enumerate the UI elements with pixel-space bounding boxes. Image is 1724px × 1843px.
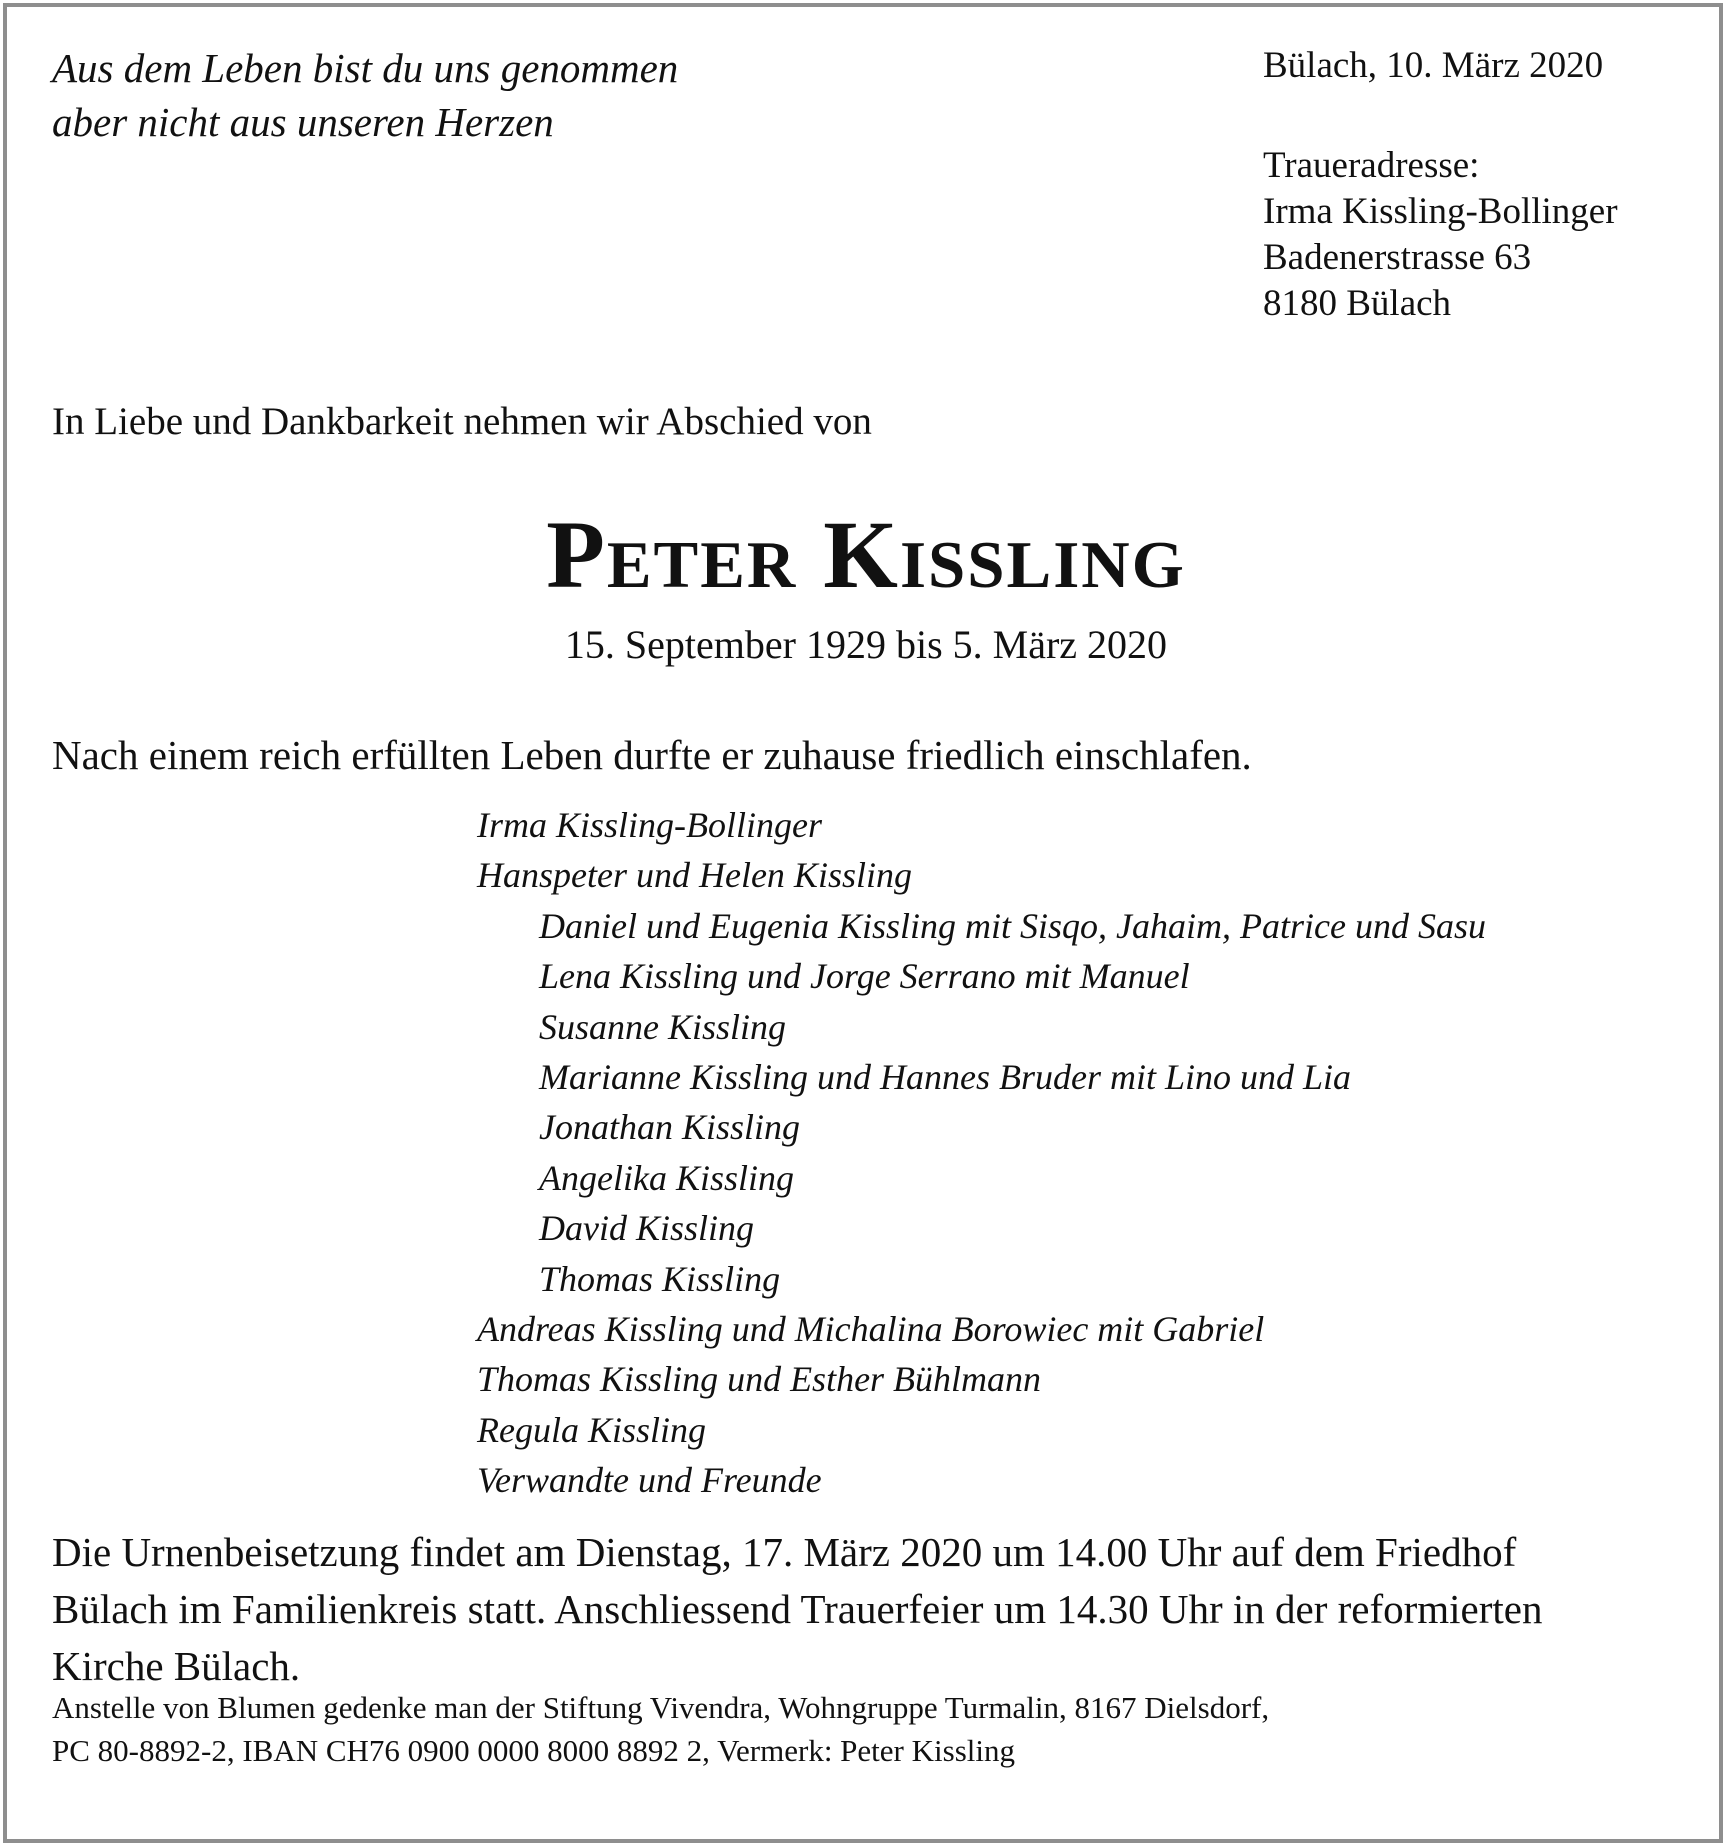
- statement-text: Nach einem reich erfüllten Leben durfte er zuhause friedlich einschlafen.: [52, 732, 1252, 778]
- address-name: Irma Kissling-Bollinger: [1263, 191, 1618, 232]
- ceremony-text: [52, 1524, 1692, 1695]
- mourner-entry: Thomas Kissling: [539, 1258, 781, 1299]
- mourner-entry: Thomas Kissling und Esther Bühlmann: [477, 1359, 1042, 1400]
- mourner-entry: Andreas Kissling und Michalina Borowiec mit Gabriel: [477, 1308, 1265, 1349]
- deceased-name: Peter Kissling: [546, 501, 1186, 608]
- ceremony-line: Kirche Bülach.: [52, 1643, 301, 1689]
- ceremony-line: Die Urnenbeisetzung findet am Dienstag, 17. März 2020 um 14.00 Uhr auf dem Friedhof: [52, 1529, 1517, 1575]
- mourners-list: [477, 800, 1486, 1505]
- mourner-entry: Jonathan Kissling: [539, 1107, 801, 1148]
- mourner-entry: Verwandte und Freunde: [477, 1460, 822, 1501]
- place-date: Bülach, 10. März 2020: [1263, 45, 1604, 86]
- address-city: 8180 Bülach: [1263, 283, 1452, 324]
- motto-line: aber nicht aus unseren Herzen: [52, 99, 554, 145]
- ceremony-line: Bülach im Familienkreis statt. Anschliessend Trauerfeier um 14.30 Uhr in der reformierten: [52, 1586, 1543, 1632]
- mourner-entry: David Kissling: [539, 1208, 755, 1249]
- mourner-entry: Susanne Kissling: [539, 1006, 787, 1047]
- mourner-entry: Angelika Kissling: [539, 1157, 794, 1198]
- mourning-address: [1263, 143, 1618, 327]
- mourner-entry: Marianne Kissling und Hannes Bruder mit Lino und Lia: [539, 1056, 1352, 1097]
- donation-line: PC 80-8892-2, IBAN CH76 0900 0000 8000 8892 2, Vermerk: Peter Kissling: [52, 1733, 1015, 1768]
- obituary-notice: [3, 3, 1723, 1843]
- mourner-entry: Regula Kissling: [477, 1409, 707, 1450]
- motto-quote: [52, 41, 678, 149]
- donation-line: Anstelle von Blumen gedenke man der Stiftung Vivendra, Wohngruppe Turmalin, 8167 Dielsdorf,: [52, 1690, 1270, 1725]
- donation-note: [52, 1686, 1269, 1772]
- mourner-entry: Irma Kissling-Bollinger: [477, 805, 823, 845]
- life-dates: 15. September 1929 bis 5. März 2020: [564, 622, 1168, 667]
- mourner-entry: Daniel und Eugenia Kissling mit Sisqo, Jahaim, Patrice und Sasu: [539, 905, 1486, 946]
- mourner-entry: Lena Kissling und Jorge Serrano mit Manuel: [539, 956, 1190, 997]
- intro-text: In Liebe und Dankbarkeit nehmen wir Abschied von: [52, 400, 872, 443]
- motto-line: Aus dem Leben bist du uns genommen: [52, 45, 679, 91]
- mourner-entry: Hanspeter und Helen Kissling: [477, 855, 912, 896]
- address-label: Traueradresse:: [1263, 145, 1480, 186]
- address-street: Badenerstrasse 63: [1263, 237, 1532, 278]
